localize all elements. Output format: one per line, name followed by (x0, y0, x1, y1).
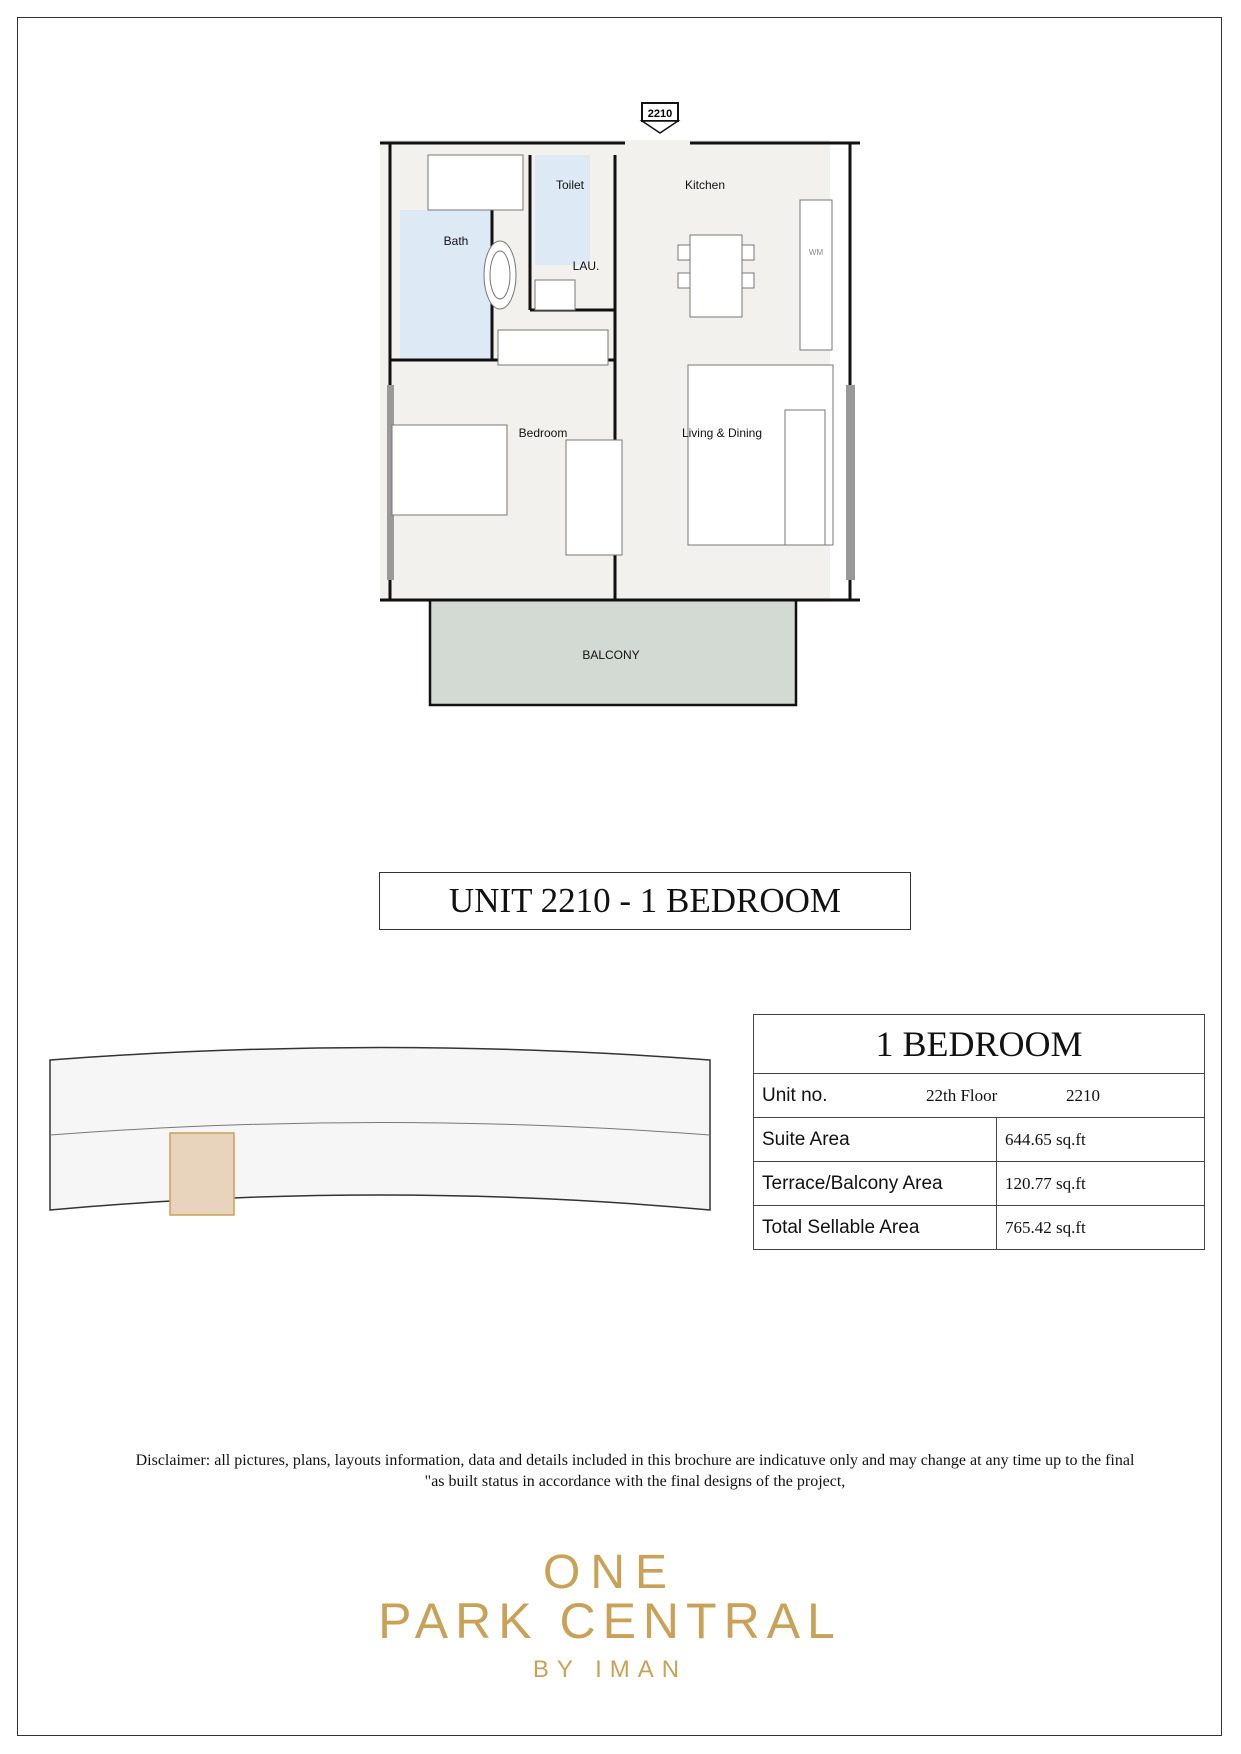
unit-label: Unit no. (762, 1084, 828, 1106)
unit-title: UNIT 2210 - 1 BEDROOM (379, 872, 911, 930)
logo-line-one: ONE (542, 1546, 677, 1599)
unit-highlight (170, 1133, 234, 1215)
unit-marker (642, 103, 678, 133)
room-label-bedroom: Bedroom (518, 426, 568, 440)
spec-value: 765.42 sq.ft (997, 1206, 1205, 1250)
unit-row (762, 1085, 1196, 1107)
room-label-wm: WM (808, 248, 824, 257)
floor-plan (380, 95, 870, 715)
room-label-bath: Bath (443, 234, 469, 248)
unit-number: 2210 (1066, 1085, 1100, 1105)
room-label-toilet: Toilet (555, 178, 585, 192)
spec-label: Total Sellable Area (754, 1206, 997, 1250)
disclaimer-line-1: Disclaimer: all pictures, plans, layouts information, data and details included in this brochure are indicatuve only and may change at any time up to the final (135, 1452, 1135, 1469)
spec-value: 120.77 sq.ft (997, 1162, 1205, 1206)
spec-value: 644.65 sq.ft (997, 1118, 1205, 1162)
spec-label: Terrace/Balcony Area (754, 1162, 997, 1206)
disclaimer (70, 1450, 1200, 1492)
spec-row (754, 1206, 1205, 1250)
spec-row (754, 1118, 1205, 1162)
logo-line-by-iman: BY IMAN (532, 1656, 688, 1683)
spec-label: Suite Area (754, 1118, 997, 1162)
room-label-living: Living & Dining (681, 426, 763, 440)
unit-marker-label: 2210 (647, 108, 673, 120)
brand-logo (370, 1525, 850, 1705)
spec-table (753, 1014, 1205, 1250)
floor-value: 22th Floor (926, 1085, 998, 1105)
room-label-laundry: LAU. (572, 259, 600, 273)
toilet-floor (535, 155, 590, 265)
room-label-balcony: BALCONY (582, 648, 640, 662)
disclaimer-line-2: "as built status in accordance with the final designs of the project, (424, 1473, 846, 1490)
room-label-kitchen: Kitchen (684, 178, 726, 192)
spec-heading: 1 BEDROOM (754, 1015, 1205, 1074)
bath-floor (400, 210, 492, 360)
logo-line-park-central: PARK CENTRAL (378, 1593, 842, 1649)
key-plan (40, 1040, 720, 1230)
spec-row (754, 1162, 1205, 1206)
